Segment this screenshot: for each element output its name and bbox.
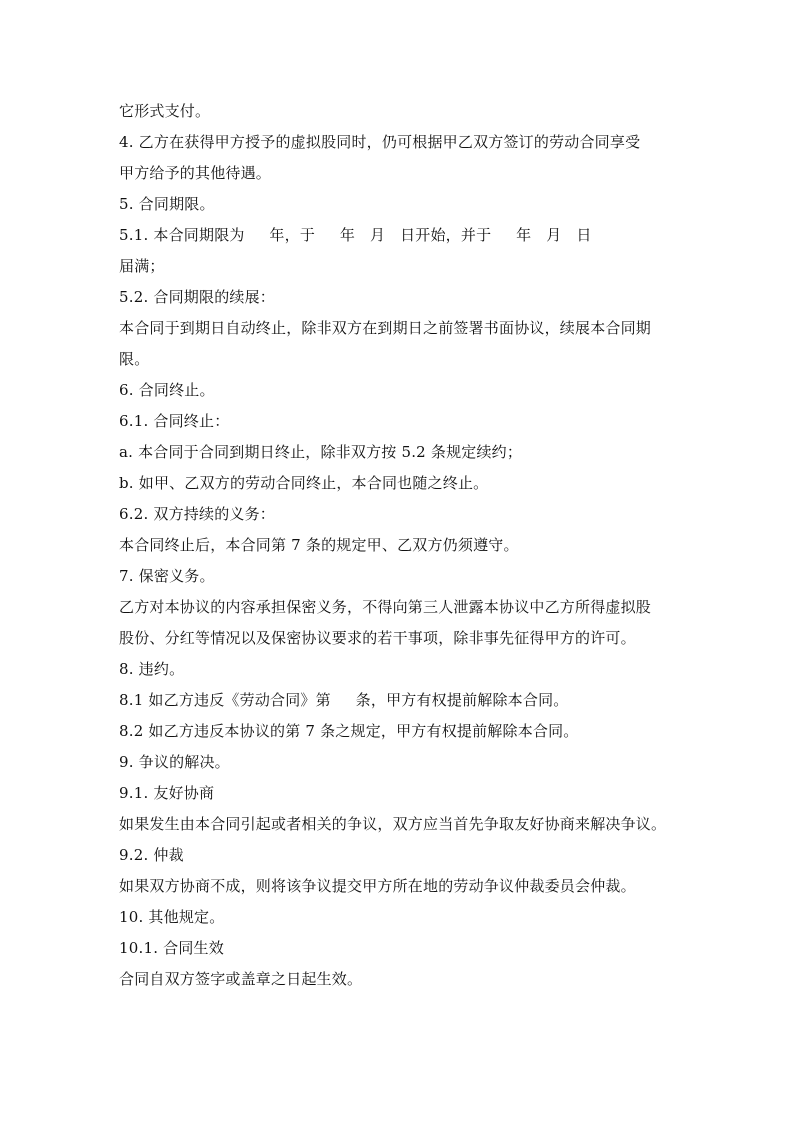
clause-10-heading: 10. 其他规定。 [119,908,225,926]
clause-9-1-text: 如果发生由本合同引起或者相关的争议，双方应当首先争取友好协商来解决争议。 [119,815,667,833]
clause-9-heading: 9. 争议的解决。 [119,753,230,771]
clause-9-1: 9.1. 友好协商 [119,784,215,802]
clause-6-1: 6.1. 合同终止： [119,412,230,430]
clause-8-1: 8.1 如乙方违反《劳动合同》第 条，甲方有权提前解除本合同。 [119,691,569,709]
clause-10-1-text: 合同自双方签字或盖章之日起生效。 [119,970,363,988]
clause-4-heading: 4. 乙方在获得甲方授予的虚拟股同时，仍可根据甲乙双方签订的劳动合同享受 [119,133,641,151]
text-line-continuation-payment: 它形式支付。 [119,102,211,120]
clause-9-2-text: 如果双方协商不成，则将该争议提交甲方所在地的劳动争议仲裁委员会仲裁。 [119,877,636,895]
clause-5-1: 5.1. 本合同期限为 年，于 年 月 日开始，并于 年 月 日 [119,226,592,244]
clause-9-2: 9.2. 仲裁 [119,846,184,864]
clause-6-heading: 6. 合同终止。 [119,381,215,399]
clause-5-2-text: 本合同于到期日自动终止，除非双方在到期日之前签署书面协议，续展本合同期 [119,319,652,337]
clause-8-heading: 8. 违约。 [119,660,185,678]
document-page [119,96,684,995]
clause-5-1-continuation: 届满； [119,257,165,275]
clause-6-1-b: b. 如甲、乙双方的劳动合同终止，本合同也随之终止。 [119,474,489,492]
clause-8-2: 8.2 如乙方违反本协议的第 7 条之规定，甲方有权提前解除本合同。 [119,722,579,740]
clause-7-text: 乙方对本协议的内容承担保密义务，不得向第三人泄露本协议中乙方所得虚拟股 [119,598,652,616]
clause-7-text-continuation: 股份、分红等情况以及保密协议要求的若干事项，除非事先征得甲方的许可。 [119,629,636,647]
clause-10-1: 10.1. 合同生效 [119,939,224,957]
clause-6-2: 6.2. 双方持续的义务： [119,505,275,523]
clause-7-heading: 7. 保密义务。 [119,567,215,585]
clause-6-1-a: a. 本合同于合同到期日终止，除非双方按 5.2 条规定续约； [119,443,523,461]
clause-4-continuation: 甲方给予的其他待遇。 [119,164,272,182]
clause-5-2-text-continuation: 限。 [119,350,150,368]
clause-6-2-text: 本合同终止后，本合同第 7 条的规定甲、乙双方仍须遵守。 [119,536,519,554]
clause-5-2: 5.2. 合同期限的续展： [119,288,275,306]
clause-5-heading: 5. 合同期限。 [119,195,215,213]
